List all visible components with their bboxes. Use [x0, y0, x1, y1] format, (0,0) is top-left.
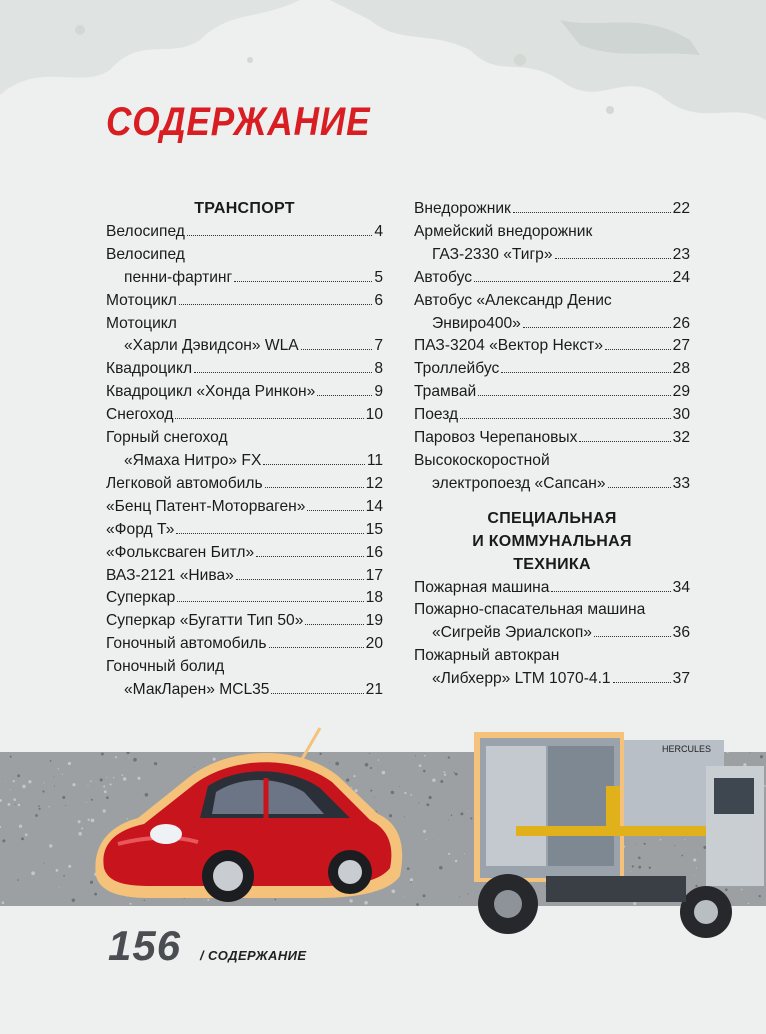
toc-entry-title: «МакЛарен» MCL35	[124, 681, 270, 699]
dot-leader	[301, 349, 373, 350]
dot-leader	[523, 327, 671, 328]
toc-entry[interactable]	[414, 427, 690, 450]
toc-entry-title: Снегоход	[106, 406, 174, 424]
toc-entry[interactable]	[106, 473, 383, 496]
dot-leader	[307, 510, 363, 511]
toc-entry-title: пенни-фартинг	[124, 268, 233, 286]
toc-entry-page: 33	[672, 474, 690, 492]
toc-entry-title: Гоночный автомобиль	[106, 635, 267, 653]
toc-entry-page: 36	[672, 624, 690, 642]
toc-entry-page: 20	[365, 635, 383, 653]
toc-entry[interactable]	[414, 473, 690, 496]
toc-entry[interactable]	[106, 519, 383, 542]
toc-entry[interactable]	[414, 244, 690, 267]
toc-entry-page: 22	[672, 200, 690, 217]
toc-entry-title: Квадроцикл «Хонда Ринкон»	[106, 383, 316, 401]
toc-entry-title: Внедорожник	[414, 200, 511, 217]
toc-entry-page: 12	[365, 474, 383, 492]
dot-leader	[613, 682, 671, 683]
section-heading-line: И КОММУНАЛЬНАЯ	[472, 532, 632, 550]
toc-entry-title: Легковой автомобиль	[106, 474, 263, 492]
toc-entry[interactable]	[106, 267, 383, 290]
toc-entry-title: «Харли Дэвидсон» WLA	[124, 337, 299, 355]
toc-entry[interactable]	[106, 542, 383, 565]
toc-entry[interactable]	[414, 358, 690, 381]
dot-leader	[317, 395, 372, 396]
footer-section-label: / СОДЕРЖАНИЕ	[200, 948, 307, 963]
toc-entry-title: Троллейбус	[414, 360, 500, 378]
toc-entry-page: 18	[365, 589, 383, 607]
toc-entry[interactable]	[106, 496, 383, 519]
toc-entry-title: Суперкар	[106, 589, 176, 607]
toc-entry[interactable]	[106, 587, 383, 610]
section-heading-line: ТЕХНИКА	[513, 555, 591, 573]
toc-entry[interactable]	[106, 358, 383, 381]
toc-entry-title: Поезд	[414, 406, 459, 424]
toc-entry-title-line: Мотоцикл	[106, 314, 177, 332]
toc-entry-page: 8	[374, 360, 383, 378]
toc-entry-list	[414, 577, 690, 692]
toc-entry-page: 27	[672, 337, 690, 355]
toc-entry-title-line: Гоночный болид	[106, 658, 225, 676]
dot-leader	[579, 441, 670, 442]
page-title: СОДЕРЖАНИЕ	[106, 100, 371, 144]
toc-entry[interactable]	[106, 335, 383, 358]
toc-entry[interactable]	[414, 668, 690, 691]
dot-leader	[263, 464, 364, 465]
toc-entry-title-line: Горный снегоход	[106, 429, 228, 447]
toc-entry[interactable]	[106, 450, 383, 473]
toc-entry-page: 11	[366, 451, 383, 469]
dot-leader	[175, 418, 363, 419]
toc-entry-title: ВАЗ-2121 «Нива»	[106, 566, 234, 584]
dot-leader	[194, 372, 372, 373]
toc-entry[interactable]	[414, 381, 690, 404]
toc-entry-title: «Бенц Патент-Моторваген»	[106, 497, 306, 515]
toc-entry-page: 15	[365, 520, 383, 538]
dot-leader	[460, 418, 671, 419]
toc-entry-title: Велосипед	[106, 222, 185, 240]
toc-entry-title: Трамвай	[414, 383, 477, 401]
toc-entry-page: 14	[365, 497, 383, 515]
toc-entry-title: Мотоцикл	[106, 291, 177, 309]
toc-right-column	[414, 198, 690, 691]
svg-text:HERCULES: HERCULES	[662, 744, 712, 754]
toc-entry-title: Пожарная машина	[414, 578, 550, 596]
toc-entry-title: «Форд Т»	[106, 520, 175, 538]
toc-entry-title: «Либхерр» LTM 1070-4.1	[432, 670, 611, 688]
dot-leader	[269, 647, 364, 648]
toc-entry[interactable]	[106, 610, 383, 633]
toc-entry[interactable]	[414, 622, 690, 645]
toc-entry-page: 34	[672, 578, 690, 596]
toc-entry-page: 10	[365, 406, 383, 424]
dot-leader	[594, 636, 671, 637]
toc-entry-page: 29	[672, 383, 690, 401]
dot-leader	[501, 372, 670, 373]
red-car-illustration	[88, 726, 408, 912]
dot-leader	[234, 281, 372, 282]
dot-leader	[179, 304, 372, 305]
section-heading-transport: ТРАНСПОРТ	[194, 200, 295, 217]
toc-entry-page: 32	[672, 429, 690, 447]
toc-entry[interactable]	[106, 381, 383, 404]
dot-leader	[305, 624, 363, 625]
toc-entry-title: ГАЗ-2330 «Тигр»	[432, 245, 553, 263]
toc-entry-title-line: Высокоскоростной	[414, 451, 550, 469]
toc-entry[interactable]	[106, 221, 383, 244]
toc-entry-page: 17	[365, 566, 383, 584]
toc-entry-list	[106, 221, 383, 702]
toc-entry[interactable]	[414, 335, 690, 358]
toc-entry-page: 7	[374, 337, 383, 355]
toc-entry-page: 26	[672, 314, 690, 332]
toc-entry-page: 37	[672, 670, 690, 688]
toc-left-column	[106, 198, 383, 702]
toc-entry-page: 16	[365, 543, 383, 561]
toc-entry[interactable]	[414, 313, 690, 336]
toc-entry-page: 21	[365, 681, 383, 699]
toc-entry-title-line: Пожарный автокран	[414, 647, 560, 665]
toc-entry-title: Автобус	[414, 268, 472, 286]
dot-leader	[176, 533, 363, 534]
toc-entry[interactable]	[414, 404, 690, 427]
section-heading-special	[414, 508, 690, 577]
toc-entry-title: ПАЗ-3204 «Вектор Некст»	[414, 337, 603, 355]
toc-entry-page: 6	[374, 291, 383, 309]
toc-entry-title: электропоезд «Сапсан»	[432, 474, 606, 492]
toc-entry[interactable]	[106, 290, 383, 313]
toc-entry[interactable]	[106, 565, 383, 588]
toc-entry-page: 19	[365, 612, 383, 630]
toc-entry-page: 28	[672, 360, 690, 378]
toc-entry[interactable]	[106, 404, 383, 427]
toc-entry-page: 9	[374, 383, 383, 401]
dot-leader	[551, 591, 670, 592]
dot-leader	[513, 212, 671, 213]
dot-leader	[177, 601, 363, 602]
toc-entry-title: «Ямаха Нитро» FX	[124, 451, 262, 469]
toc-entry[interactable]	[106, 679, 383, 702]
dot-leader	[187, 235, 372, 236]
toc-entry-list	[414, 198, 690, 496]
section-heading-line: СПЕЦИАЛЬНАЯ	[487, 509, 617, 527]
toc-entry-page: 5	[374, 268, 383, 286]
toc-entry-title: Квадроцикл	[106, 360, 193, 378]
toc-entry[interactable]	[414, 198, 690, 221]
toc-entry[interactable]	[414, 577, 690, 600]
dot-leader	[271, 693, 363, 694]
dot-leader	[236, 579, 364, 580]
toc-entry-title-line: Пожарно-спасательная машина	[414, 601, 646, 619]
toc-entry-title: Суперкар «Бугатти Тип 50»	[106, 612, 304, 630]
page-number: 156	[108, 922, 182, 969]
toc-entry-title-line: Армейский внедорожник	[414, 222, 593, 240]
toc-entry-title: «Сигрейв Эриалскоп»	[432, 624, 592, 642]
toc-entry-title-line: Автобус «Александр Денис	[414, 291, 612, 309]
toc-entry-title: Паровоз Черепановых	[414, 429, 578, 447]
toc-entry[interactable]	[414, 267, 690, 290]
toc-entry-page: 24	[672, 268, 690, 286]
toc-entry-page: 4	[374, 222, 383, 240]
dot-leader	[474, 281, 671, 282]
dot-leader	[256, 556, 364, 557]
dot-leader	[478, 395, 670, 396]
dot-leader	[608, 487, 671, 488]
toc-entry-title-line: Велосипед	[106, 245, 185, 263]
toc-entry[interactable]	[106, 633, 383, 656]
dot-leader	[265, 487, 364, 488]
toc-entry-title: «Фольксваген Битл»	[106, 543, 255, 561]
toc-entry-title: Энвиро400»	[432, 314, 521, 332]
toc-entry-page: 30	[672, 406, 690, 424]
dot-leader	[555, 258, 671, 259]
dot-leader	[605, 349, 671, 350]
toc-entry-page: 23	[672, 245, 690, 263]
garbage-truck-illustration	[456, 726, 766, 940]
